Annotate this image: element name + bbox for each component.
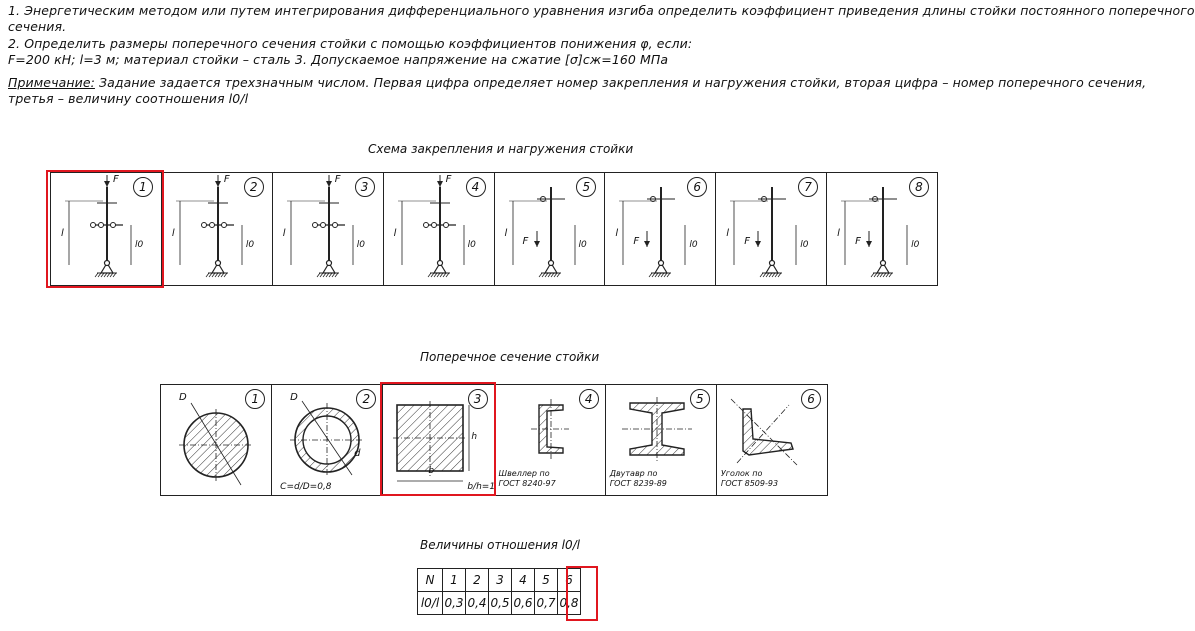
section-number-3: 3 — [468, 389, 488, 409]
ratio-table — [417, 568, 581, 615]
force-label: F — [522, 236, 529, 247]
section-number-1: 1 — [245, 389, 265, 409]
sections-title: Поперечное сечение стойки — [420, 350, 600, 364]
length-label: l — [282, 228, 286, 239]
length-label: l — [504, 228, 508, 239]
length-label: l — [171, 228, 175, 239]
task-line-2: 2. Определить размеры поперечного сечения стойки с помощью коэффициентов понижения φ, если: — [8, 36, 693, 51]
ratio-selected-highlight — [566, 566, 598, 621]
channel-note-2: ГОСТ 8240-97 — [498, 479, 556, 488]
ratio-number: 6 — [558, 569, 581, 592]
scheme-number-2: 2 — [244, 177, 264, 197]
length-label: l — [393, 228, 397, 239]
section-cell-5 — [606, 385, 717, 495]
section-selected-highlight — [380, 382, 496, 496]
section-cell-2 — [272, 385, 383, 495]
D-label: D — [179, 392, 187, 403]
section-cell-4 — [495, 385, 606, 495]
schemes-table — [50, 172, 938, 286]
scheme-number-4: 4 — [466, 177, 486, 197]
ratio-number: 2 — [466, 569, 489, 592]
scheme-cell-2 — [162, 173, 273, 285]
ratio-header-row — [418, 569, 581, 592]
scheme-cell-3 — [273, 173, 384, 285]
ratio-value: 0,6 — [512, 592, 535, 615]
ratio-value: 0,5 — [489, 592, 512, 615]
scheme-number-7: 7 — [798, 177, 818, 197]
ratios-title: Величины отношения l0/l — [420, 538, 581, 552]
ratio-number: 3 — [489, 569, 512, 592]
l0-label: l0 — [689, 240, 698, 250]
l0-label: l0 — [245, 240, 255, 250]
scheme-number-3: 3 — [355, 177, 375, 197]
task-line-1b: сечения. — [8, 19, 67, 34]
section-number-4: 4 — [579, 389, 599, 409]
note-line — [8, 75, 1146, 90]
length-label: l — [726, 228, 730, 239]
l0-label: l0 — [911, 240, 920, 250]
length-label: l — [615, 228, 619, 239]
l0-label: l0 — [135, 240, 144, 250]
angle-note-2: ГОСТ 8509-93 — [720, 479, 779, 488]
D-label-ring: D — [290, 392, 298, 403]
scheme-number-8: 8 — [909, 177, 929, 197]
c-ratio-note: C=d/D=0,8 — [280, 482, 332, 492]
ratio-header-label: N — [418, 569, 443, 592]
length-label: l — [61, 228, 64, 239]
force-label: F — [855, 236, 861, 247]
channel-note-1: Швеллер по — [498, 469, 550, 478]
bh-ratio-note: b/h=1 — [467, 482, 496, 492]
l0-label: l0 — [356, 240, 365, 250]
h-label: h — [471, 432, 478, 442]
ratio-row-label: l0/l — [418, 592, 443, 615]
ratio-value: 0,8 — [558, 592, 581, 615]
section-cell-1 — [161, 385, 272, 495]
l0-label: l0 — [800, 240, 809, 250]
scheme-cell-4 — [384, 173, 495, 285]
scheme-number-5: 5 — [576, 177, 596, 197]
d-label: d — [354, 448, 361, 459]
note-text: Задание задается трехзначным числом. Первая цифра определяет номер закрепления и нагружения стойки, вторая цифра – номер поперечного сечения, — [94, 75, 1147, 90]
ibeam-note-1: Двутавр по — [609, 469, 658, 478]
ibeam-note-2: ГОСТ 8239-89 — [609, 479, 667, 488]
ratio-number: 4 — [512, 569, 535, 592]
ratio-number: 5 — [535, 569, 558, 592]
scheme-cell-5 — [495, 173, 606, 285]
force-label: F — [744, 236, 751, 247]
scheme-number-1: 1 — [133, 177, 153, 197]
ratio-number: 1 — [443, 569, 466, 592]
ratio-value-row — [418, 592, 581, 615]
ratio-value: 0,4 — [466, 592, 489, 615]
scheme-cell-7 — [716, 173, 827, 285]
section-number-2: 2 — [356, 389, 376, 409]
ratio-value: 0,3 — [443, 592, 466, 615]
note-line-2: третья – величину соотношения l0/l — [8, 91, 249, 106]
force-label: F — [334, 174, 341, 185]
section-number-5: 5 — [690, 389, 710, 409]
length-label: l — [837, 228, 840, 239]
note-label: Примечание: — [8, 75, 95, 90]
b-label: b — [428, 466, 435, 476]
scheme-selected-highlight — [46, 170, 164, 288]
l0-label: l0 — [467, 240, 476, 250]
l0-label: l0 — [578, 240, 587, 250]
angle-note-1: Уголок по — [720, 469, 763, 478]
scheme-cell-8 — [827, 173, 937, 285]
scheme-number-6: 6 — [687, 177, 707, 197]
force-label: F — [633, 236, 640, 247]
force-label: F — [113, 174, 119, 185]
task-line-2b: F=200 кН; l=3 м; материал стойки – сталь 3. Допускаемое напряжение на сжатие [σ]сж=160 МПа — [8, 52, 669, 67]
section-cell-6 — [717, 385, 827, 495]
scheme-cell-6 — [605, 173, 716, 285]
task-line-1: 1. Энергетическим методом или путем интегрирования дифференциального уравнения изгиба определить коэффициент приведения длины стойки постоянного поперечного — [8, 3, 1195, 18]
schemes-title: Схема закрепления и нагружения стойки — [368, 142, 634, 156]
force-label: F — [445, 174, 452, 185]
force-label: F — [223, 174, 230, 185]
section-number-6: 6 — [801, 389, 821, 409]
ratio-value: 0,7 — [535, 592, 558, 615]
